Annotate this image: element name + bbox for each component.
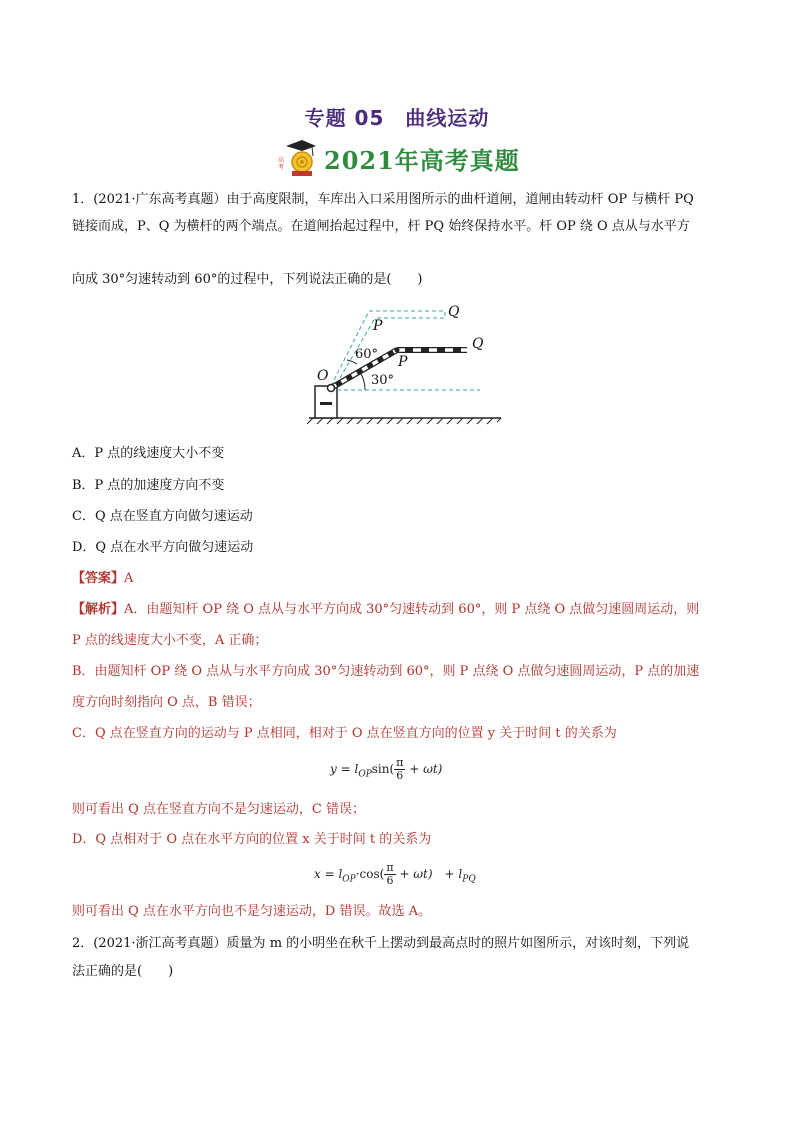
q2-stem-line-2: 法正确的是( ) [72,964,174,979]
analysis-a-text: A．由题知杆 OP 绕 O 点从与水平方向成 30°匀速转动到 60°，则 P 点绕 O 点做匀速圆周运动，则 [124,602,700,617]
analysis-tag: 【解析】 [72,602,125,617]
pivot-p [395,348,400,353]
angle-arc-30 [360,372,365,390]
mascot-logo-icon [276,138,318,178]
q1-option-b: B．P 点的加速度方向不变 [72,478,225,493]
q1-stem-line-2: 链接而成，P、Q 为横杆的两个端点。在道闸抬起过程中，杆 PQ 始终保持水平。杆 OP 绕 O 点从与水平方 [72,219,690,234]
q1-stem-line-3: 向成 30°匀速转动到 60°的过程中，下列说法正确的是( ) [72,272,423,287]
label-p-top: P [373,318,383,334]
svg-text:考: 考 [278,164,285,171]
q2-stem-line-1: 2．(2021·浙江高考真题）质量为 m 的小明坐在秋千上摆动到最高点时的照片如图所示，对该时刻，下列说 [72,936,690,951]
fraction: $\frac{\pi}{6}$ [396,756,404,782]
analysis-b-line-2: 度方向时刻指向 O 点，B 错误； [72,695,261,710]
answer-tag: 【答案】 [72,571,125,586]
q1-option-d: D．Q 点在水平方向做匀速运动 [72,540,254,555]
ground-hatching [307,418,501,424]
q1-stem-line-1: 1．(2021·广东高考真题）由于高度限制，车库出入口采用图所示的曲杆道闸，道闸由转动杆 OP 与横杆 PQ [72,192,694,207]
analysis-c-line-1: C．Q 点在竖直方向的运动与 P 点相同，相对于 O 点在竖直方向的位置 y 关于时间 t 的关系为 [72,726,617,741]
analysis-a-line-1 [72,596,722,623]
q1-option-c: C．Q 点在竖直方向做匀速运动 [72,509,253,524]
analysis-a-line-2: P 点的线速度大小不变，A 正确； [72,633,268,648]
q1-option-a: A．P 点的线速度大小不变 [72,446,225,461]
analysis-d-line-2: 则可看出 Q 点在水平方向也不是匀速运动，D 错误。故选 A。 [72,904,431,919]
label-60: 60° [355,347,379,362]
label-q: Q [472,336,484,352]
label-q-top: Q [448,304,460,320]
fraction: $\frac{\pi}{6}$ [386,861,394,887]
svg-text:高: 高 [278,157,285,164]
analysis-c-line-2: 则可看出 Q 点在竖直方向不是匀速运动，C 错误； [72,802,366,817]
section-banner [276,138,520,178]
page-title: 专题 05 曲线运动 [304,106,490,130]
pivot-o [328,385,335,392]
analysis-b-line-1: B．由题知杆 OP 绕 O 点从与水平方向成 30°匀速转动到 60°，则 P 点绕 O 点做匀速圆周运动，P 点的加速 [72,664,700,679]
equation-x: $x = l_{OP}\cdot\cos$( $\frac{\pi}{6}$ + ωt) + $l_{PQ}$ [314,861,476,887]
label-p: P [398,354,408,370]
q1-answer [72,565,722,592]
barrier-gate-diagram [305,298,505,428]
label-o: O [317,368,329,384]
banner-text: 2021年高考真题 [324,145,520,175]
label-30: 30° [371,373,395,388]
analysis-d-line-1: D．Q 点相对于 O 点在水平方向的位置 x 关于时间 t 的关系为 [72,832,432,847]
answer-value: A [124,571,134,586]
equation-y: $y = l_{OP}\sin$( $\frac{\pi}{6}$ + ωt) [330,756,443,782]
